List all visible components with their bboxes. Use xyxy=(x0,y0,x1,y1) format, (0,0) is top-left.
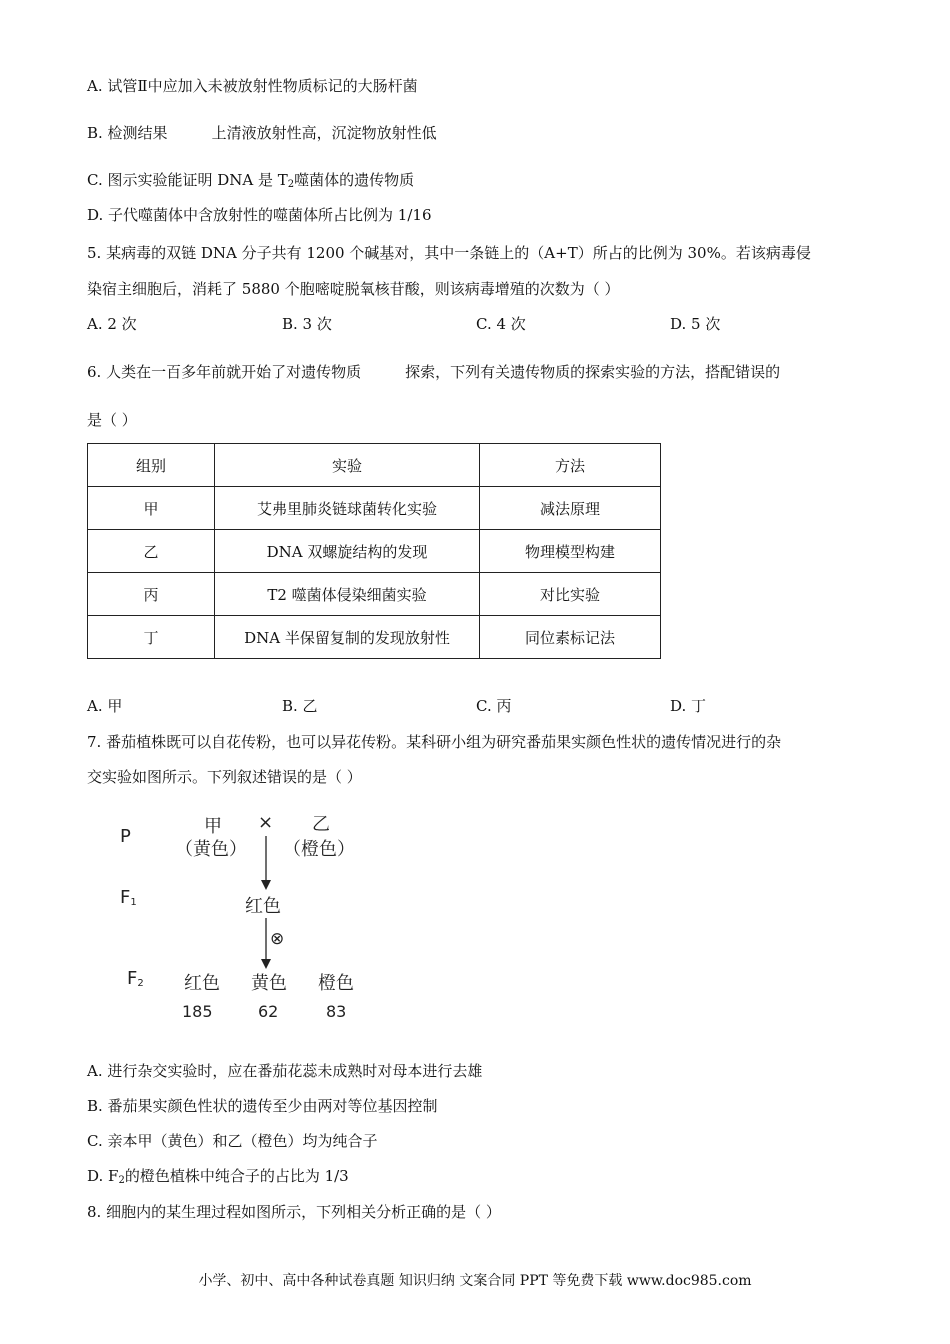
table-cell: T2 噬菌体侵染细菌实验 xyxy=(215,573,480,616)
q6-stem-line1 xyxy=(87,362,780,382)
q7-stem-line2: 交实验如图所示。下列叙述错误的是（ ） xyxy=(87,768,362,786)
q6-option-d: D. 丁 xyxy=(670,697,707,715)
table-cell: 乙 xyxy=(88,530,215,573)
q7-option-d-pre: D. F xyxy=(87,1167,119,1185)
q6-option-a: A. 甲 xyxy=(87,697,123,715)
table-cell: 对比实验 xyxy=(480,573,661,616)
parent2-color: （橙色） xyxy=(283,839,355,860)
table-header: 方法 xyxy=(480,444,661,487)
q5-option-d: D. 5 次 xyxy=(670,315,721,333)
generation-label-f2: $F_2$ xyxy=(127,968,144,989)
cross-symbol: × xyxy=(258,812,274,833)
table-header: 组别 xyxy=(88,444,215,487)
q6-table xyxy=(87,443,661,659)
table-cell: DNA 双螺旋结构的发现 xyxy=(215,530,480,573)
table-row xyxy=(88,573,661,616)
f2-phenotype-red: 红色 xyxy=(184,973,220,994)
f2-count-red: 185 xyxy=(182,1002,213,1021)
q4-option-d: D. 子代噬菌体中含放射性的噬菌体所占比例为 1/16 xyxy=(87,206,432,224)
q7-option-d-post: 的橙色植株中纯合子的占比为 1/3 xyxy=(124,1167,349,1185)
table-cell: 物理模型构建 xyxy=(480,530,661,573)
f2-phenotype-yellow: 黄色 xyxy=(251,973,287,994)
table-header-row xyxy=(88,444,661,487)
q5-stem-line1: 5. 某病毒的双链 DNA 分子共有 1200 个碱基对，其中一条链上的（A+T）所占的比例为 30%。若该病毒侵 xyxy=(87,244,811,262)
q5-option-b: B. 3 次 xyxy=(282,315,332,333)
q7-stem-line1: 7. 番茄植株既可以自花传粉，也可以异花传粉。某科研小组为研究番茄果实颜色性状的遗传情况进行的杂 xyxy=(87,733,782,751)
q4-option-c xyxy=(87,170,414,195)
q6-stem-line1-pre: 6. 人类在一百多年前就开始了对遗传物质 xyxy=(87,363,362,381)
q6-option-b: B. 乙 xyxy=(282,697,318,715)
table-cell: 同位素标记法 xyxy=(480,616,661,659)
table-cell: 丁 xyxy=(88,616,215,659)
q5-option-c: C. 4 次 xyxy=(476,315,526,333)
q4-option-b-post: 上清液放射性高，沉淀物放射性低 xyxy=(211,124,437,142)
q4-option-a: A. 试管Ⅱ中应加入未被放射性物质标记的大肠杆菌 xyxy=(87,77,418,95)
q4-option-b xyxy=(87,123,437,143)
self-pollination-symbol: ⊗ xyxy=(270,929,285,949)
q4-option-b-pre: B. 检测结果 xyxy=(87,124,168,142)
f2-phenotype-orange: 橙色 xyxy=(318,973,354,994)
table-cell: 减法原理 xyxy=(480,487,661,530)
parent2-name: 乙 xyxy=(312,814,330,835)
table-row xyxy=(88,530,661,573)
q8-stem-line1: 8. 细胞内的某生理过程如图所示，下列相关分析正确的是（ ） xyxy=(87,1203,501,1221)
q7-option-b: B. 番茄果实颜色性状的遗传至少由两对等位基因控制 xyxy=(87,1097,438,1115)
f2-count-orange: 83 xyxy=(326,1002,347,1021)
page-footer: 小学、初中、高中各种试卷真题 知识归纳 文案合同 PPT 等免费下载 www.doc985.com xyxy=(198,1273,752,1289)
q7-option-d-sub: 2 xyxy=(118,1175,125,1186)
f2-count-yellow: 62 xyxy=(258,1002,279,1021)
table-row xyxy=(88,487,661,530)
q7-option-a: A. 进行杂交实验时，应在番茄花蕊未成熟时对母本进行去雄 xyxy=(87,1062,483,1080)
table-row xyxy=(88,616,661,659)
q7-option-d xyxy=(87,1166,349,1191)
f1-result: 红色 xyxy=(245,896,281,917)
q5-stem-line2: 染宿主细胞后，消耗了 5880 个胞嘧啶脱氧核苷酸，则该病毒增殖的次数为（ ） xyxy=(87,280,620,298)
q4-option-c-sub: 2 xyxy=(287,179,295,190)
q5-option-a: A. 2 次 xyxy=(87,315,137,333)
generation-label-f1: $F_1$ xyxy=(120,887,137,908)
q6-stem-line2: 是（ ） xyxy=(87,411,137,429)
cross-diagram xyxy=(115,808,405,1033)
table-cell: 艾弗里肺炎链球菌转化实验 xyxy=(215,487,480,530)
q4-option-c-pre: C. 图示实验能证明 DNA 是 T xyxy=(87,171,288,189)
parent1-color: （黄色） xyxy=(175,839,247,860)
q7-option-c: C. 亲本甲（黄色）和乙（橙色）均为纯合子 xyxy=(87,1132,378,1150)
q4-option-c-post: 噬菌体的遗传物质 xyxy=(294,171,415,189)
parent1-name: 甲 xyxy=(204,816,222,837)
arrow-down-icon xyxy=(260,836,272,891)
generation-label-p: P xyxy=(120,826,131,847)
table-cell: 丙 xyxy=(88,573,215,616)
table-cell: 甲 xyxy=(88,487,215,530)
table-header: 实验 xyxy=(215,444,480,487)
q6-option-c: C. 丙 xyxy=(476,697,512,715)
q6-stem-line1-post: 探索，下列有关遗传物质的探索实验的方法，搭配错误的 xyxy=(405,363,781,381)
table-cell: DNA 半保留复制的发现放射性 xyxy=(215,616,480,659)
